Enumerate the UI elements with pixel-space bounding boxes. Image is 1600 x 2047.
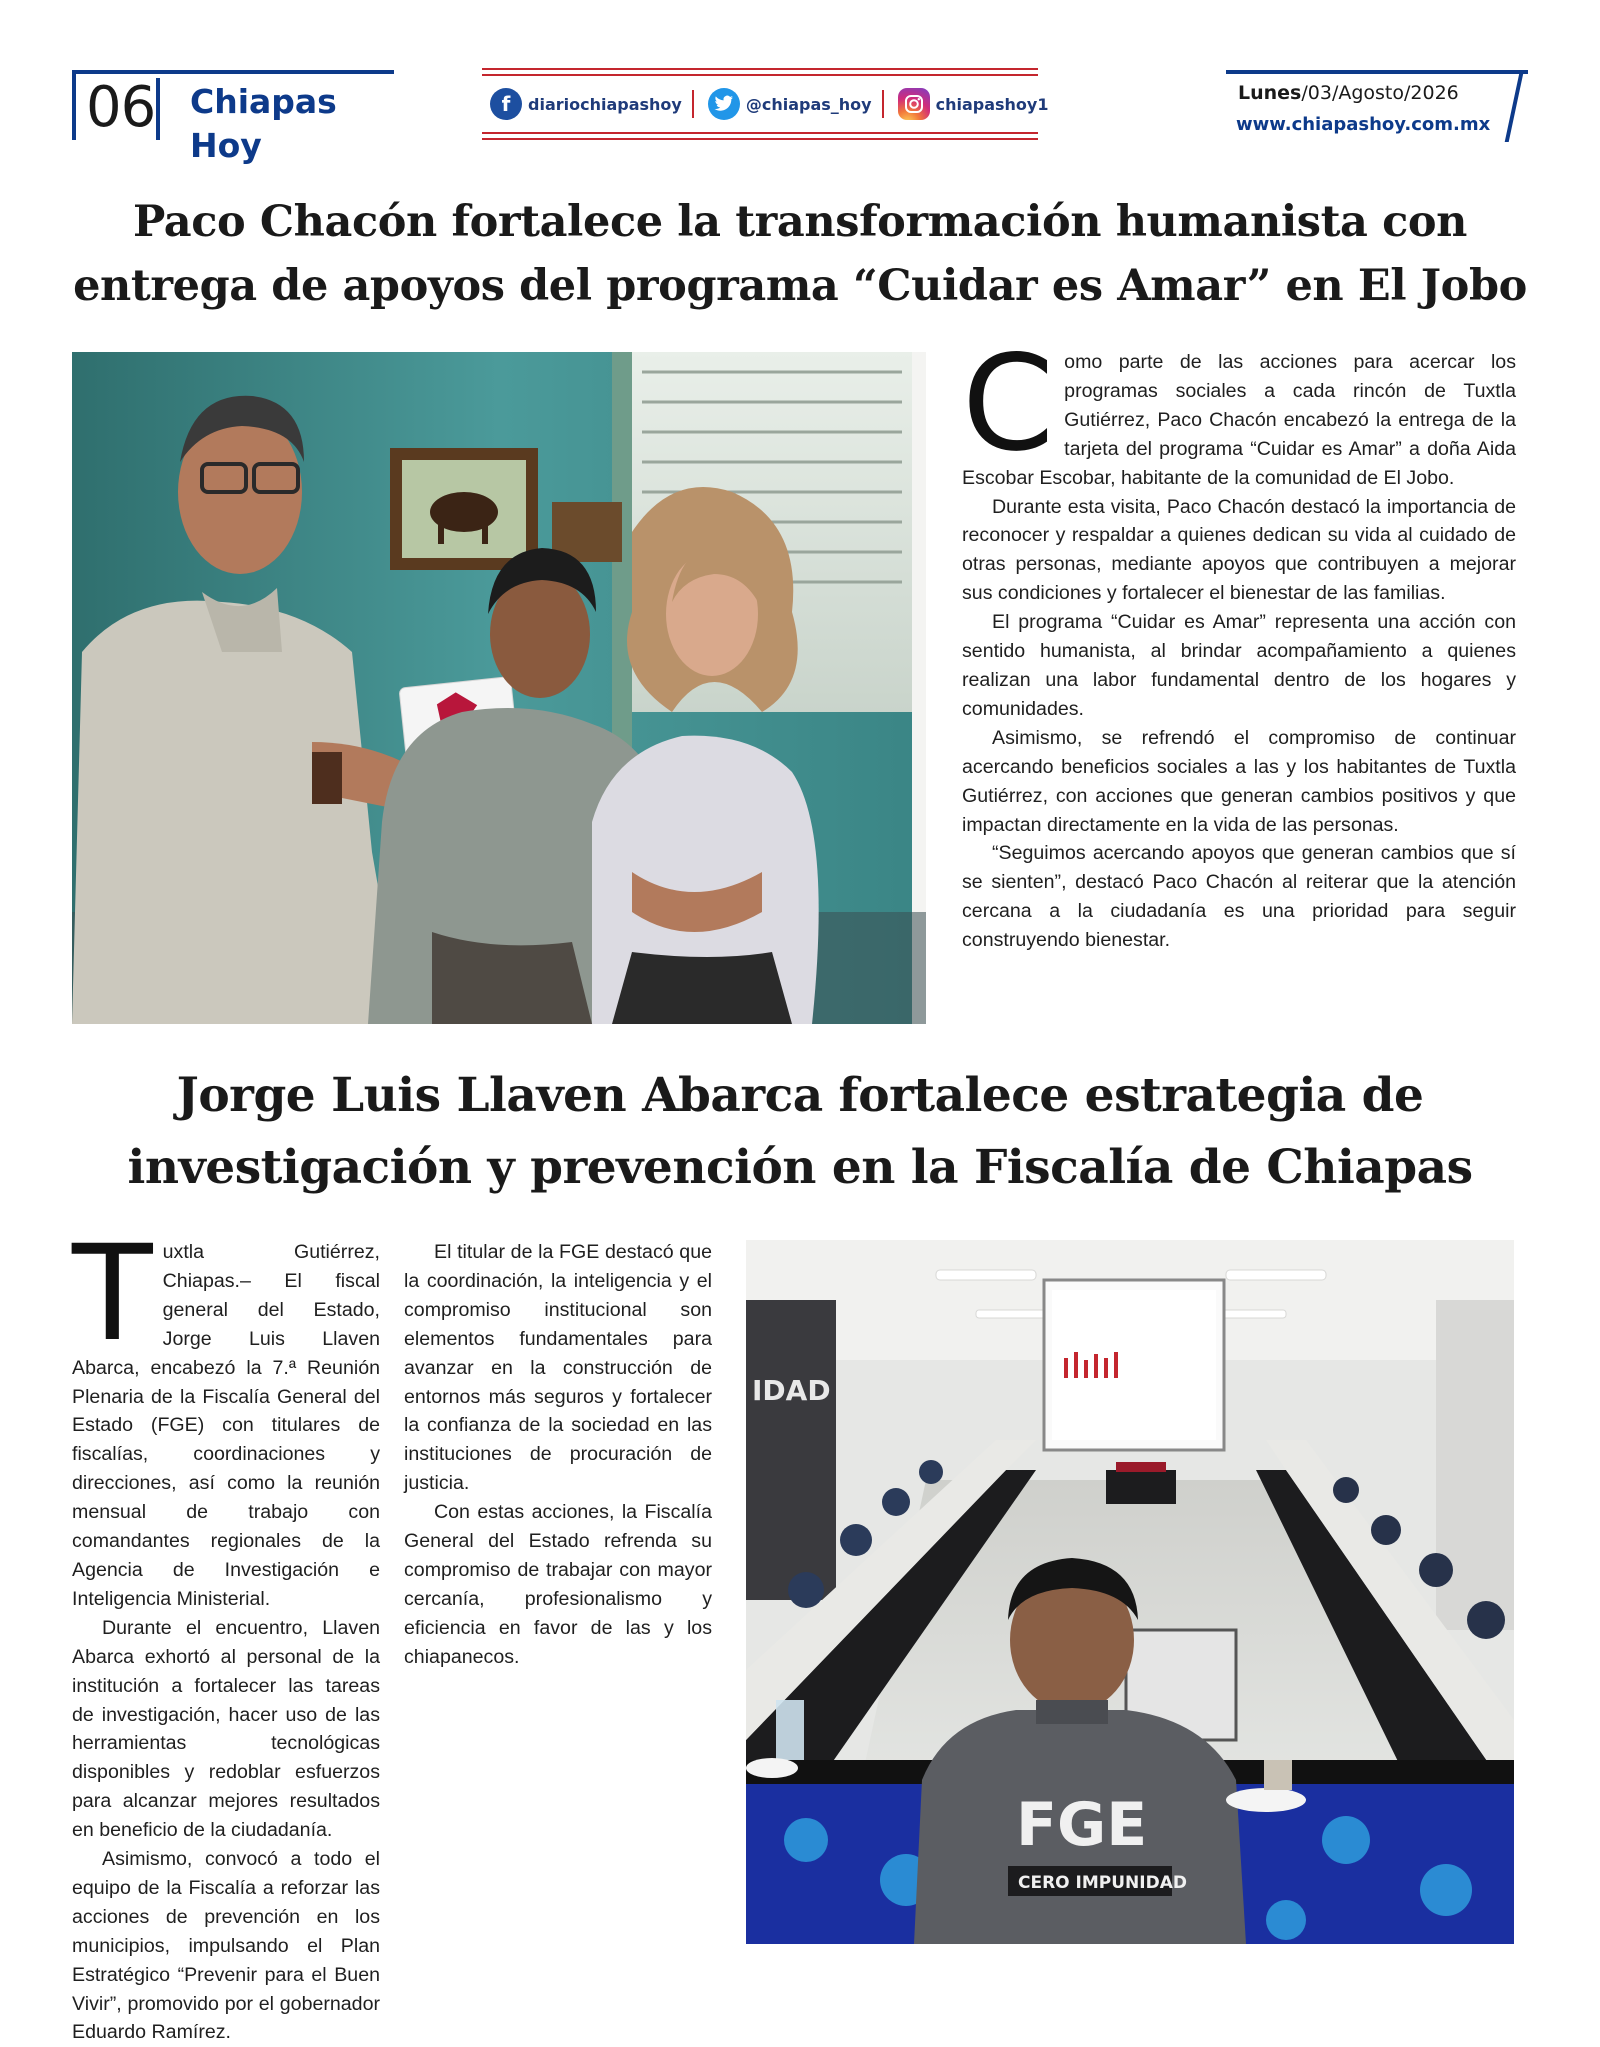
section-title: Chiapas Hoy (190, 82, 337, 165)
page-number: 06 (86, 75, 156, 140)
article2-headline-line2: investigación y prevención en la Fiscalía de Chiapas (127, 1140, 1473, 1195)
social-bar (482, 68, 1049, 140)
shirt-logo-slogan: CERO IMPUNIDAD (1018, 1873, 1187, 1893)
facebook-handle[interactable]: diariochiapashoy (528, 94, 682, 114)
twitter-icon[interactable] (708, 88, 740, 120)
article1-paragraph-2: Durante esta visita, Paco Chacón destacó la importancia de reconocer y respaldar a quienes dedican su vida al cuidado de otras personas, mediante apoyos que contribuyen a mejorar sus condiciones y fortalecer el bienestar de las familias. (962, 495, 1516, 605)
issue-weekday: Lunes (1238, 82, 1302, 104)
page-header-right (1226, 70, 1538, 142)
article2-column-1 (72, 1217, 380, 2047)
article1-photo (72, 352, 926, 1024)
article2-paragraph-1-text: uxtla Gutiérrez, Chiapas.– El fiscal general del Estado, Jorge Luis Llaven Abarca, encabezó la 7.ª Reunión Plenaria de la Fiscalía General del Estado (FGE) con titulares de fiscalías, coordinaciones y direcciones, así como la reunión mensual de trabajo con comandantes regionales de la Agencia de Investigación e Inteligencia Ministerial. (72, 1241, 380, 1610)
instagram-handle[interactable]: chiapashoy1 (935, 94, 1049, 114)
article2-dropcap: T (72, 1217, 153, 1371)
article1-headline-line2: entrega de apoyos del programa “Cuidar es Amar” en El Jobo (73, 261, 1527, 311)
article2-headline-line1: Jorge Luis Llaven Abarca fortalece estrategia de (176, 1068, 1424, 1123)
issue-date-rest: /03/Agosto/2026 (1301, 82, 1459, 104)
article1-headline (60, 190, 1540, 318)
article1-headline-line1: Paco Chacón fortalece la transformación humanista con (132, 197, 1468, 247)
shirt-logo-fge: FGE (1016, 1790, 1148, 1860)
article2-paragraph-1 (72, 1217, 380, 1614)
article2-paragraph-3: Asimismo, convocó a todo el equipo de la Fiscalía a reforzar las acciones de prevención en los municipios, impulsando el Plan Estratégico “Prevenir para el Buen Vivir”, promovido por el gobernador Eduardo Ramírez. (72, 1848, 380, 2044)
wall-lettering: IDAD (752, 1374, 831, 1407)
article2-paragraph-4: El titular de la FGE destacó que la coordinación, la inteligencia y el compromiso institucional son elementos fundamentales para avanzar en la construcción de entornos más seguros y fortalecer la confianza de la sociedad en las instituciones de procuración de justicia. (404, 1241, 712, 1495)
instagram-icon[interactable] (898, 88, 930, 120)
facebook-icon[interactable]: f (490, 88, 522, 120)
article2-headline (60, 1060, 1540, 1204)
article2-paragraph-5: Con estas acciones, la Fiscalía General del Estado refrenda su compromiso de trabajar con mayor cercanía, profesionalismo y eficiencia en favor de las y los chiapanecos. (404, 1501, 712, 1668)
page-header-left (72, 70, 402, 165)
twitter-handle[interactable]: @chiapas_hoy (745, 94, 872, 114)
article2-column-2 (404, 1238, 712, 1672)
issue-date (1238, 82, 1459, 104)
article1-paragraph-5: “Seguimos acercando apoyos que generan cambios que sí se sienten”, destacó Paco Chacón al reiterar que la atención cercana a la ciudadanía es una prioridad para seguir construyendo bienestar. (962, 842, 1516, 952)
article1-paragraph-1 (962, 327, 1516, 493)
article2-photo (746, 1240, 1514, 1944)
article2-paragraph-2: Durante el encuentro, Llaven Abarca exhortó al personal de la institución a fortalecer las tareas de investigación, hacer uso de las herramientas tecnológicas disponibles y redoblar esfuerzos para alcanzar mejores resultados en beneficio de la ciudadanía. (72, 1616, 380, 1842)
article1-body (962, 327, 1516, 955)
article1-dropcap: C (962, 327, 1055, 481)
website-link[interactable]: www.chiapashoy.com.mx (1236, 114, 1491, 135)
article1-paragraph-3: El programa “Cuidar es Amar” representa una acción con sentido humanista, al brindar acompañamiento a quienes realizan una labor fundamental dentro de los hogares y comunidades. (962, 611, 1516, 720)
article1-paragraph-4: Asimismo, se refrendó el compromiso de continuar acercando beneficios sociales a las y los habitantes de Tuxtla Gutiérrez, con acciones que generan cambios positivos y que impactan directamente en la vida de las personas. (962, 726, 1516, 836)
article1-paragraph-1-text: omo parte de las acciones para acercar los programas sociales a cada rincón de Tuxtla Gutiérrez, Paco Chacón encabezó la entrega de la tarjeta del programa “Cuidar es Amar” a doña Aida Escobar Escobar, habitante de la comunidad de El Jobo. (962, 351, 1516, 489)
